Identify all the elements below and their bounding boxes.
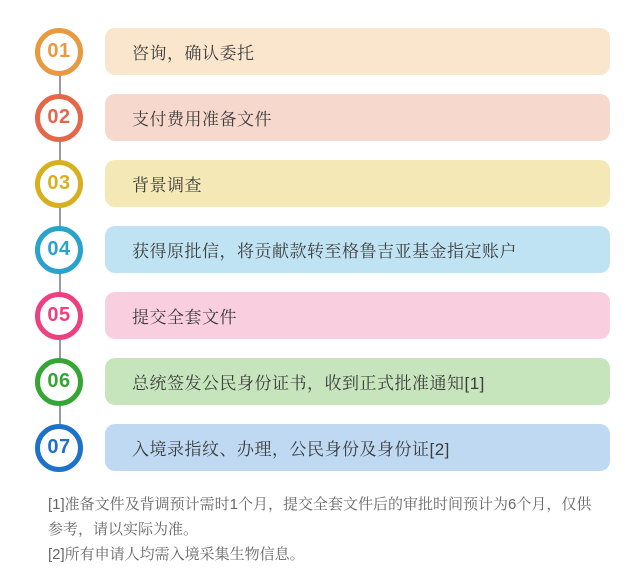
step-number-badge (35, 358, 83, 406)
step-number-badge (35, 226, 83, 274)
step-number: 01 (47, 40, 71, 62)
step-label: 咨询，确认委托 (132, 44, 255, 63)
timeline-step (0, 424, 640, 471)
timeline-step (0, 292, 640, 339)
footnote-line: [1]准备文件及背调预计需时1个月，提交全套文件后的审批时间预计为6个月，仅供 (48, 496, 592, 513)
step-label-box (105, 358, 610, 405)
timeline-step (0, 160, 640, 207)
timeline (0, 28, 640, 490)
step-label-box (105, 28, 610, 75)
step-label-box (105, 94, 610, 141)
step-number-badge (35, 160, 83, 208)
step-label-box (105, 226, 610, 273)
step-number: 02 (47, 106, 71, 128)
step-number: 05 (47, 304, 71, 326)
step-label-box (105, 160, 610, 207)
step-number: 03 (47, 172, 71, 194)
step-label: 总统签发公民身份证书，收到正式批准通知[1] (132, 374, 485, 393)
step-label: 支付费用准备文件 (132, 110, 272, 129)
step-number-badge (35, 292, 83, 340)
step-label: 入境录指纹、办理，公民身份及身份证[2] (132, 440, 450, 459)
step-number: 04 (47, 238, 71, 260)
step-label: 获得原批信，将贡献款转至格鲁吉亚基金指定账户 (132, 242, 517, 261)
timeline-step (0, 94, 640, 141)
footnote-line: 参考，请以实际为准。 (48, 521, 199, 538)
step-number-badge (35, 28, 83, 76)
step-number: 07 (47, 436, 71, 458)
timeline-step (0, 28, 640, 75)
step-label-box (105, 292, 610, 339)
footnote-line: [2]所有申请人均需入境采集生物信息。 (48, 546, 305, 563)
step-label-box (105, 424, 610, 471)
step-number: 06 (47, 370, 71, 392)
step-number-badge (35, 94, 83, 142)
step-label: 提交全套文件 (132, 308, 237, 327)
footnotes (48, 492, 623, 567)
timeline-step (0, 226, 640, 273)
step-label: 背景调查 (132, 176, 202, 195)
timeline-step (0, 358, 640, 405)
step-number-badge (35, 424, 83, 472)
